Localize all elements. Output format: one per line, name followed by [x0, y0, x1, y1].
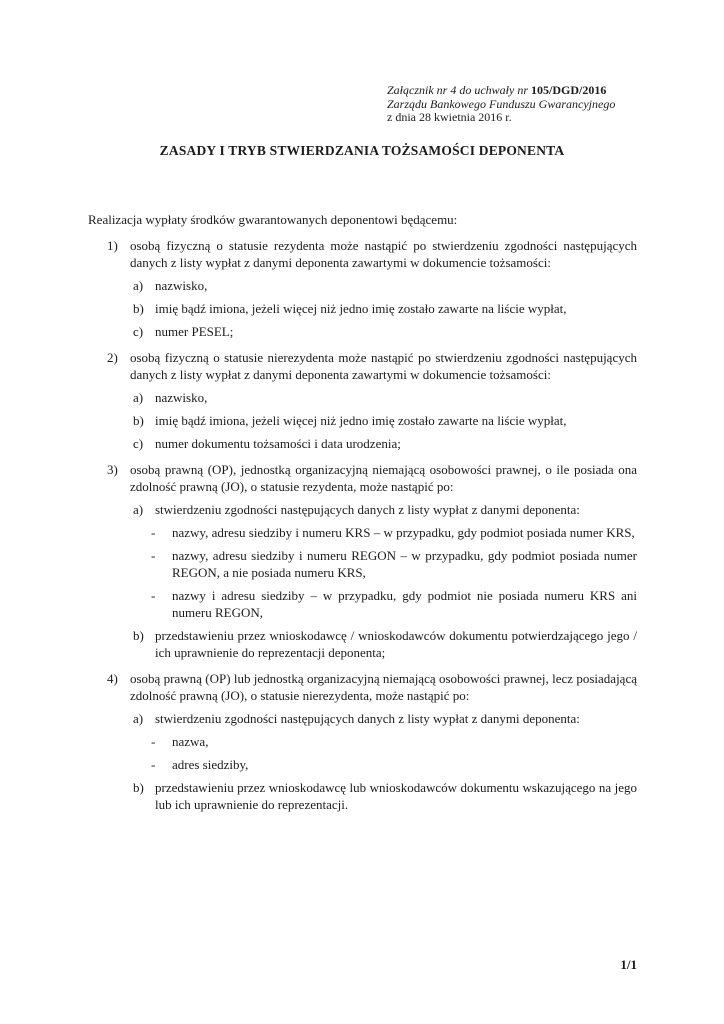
header-line-1-number: 105/DGD/2016: [528, 83, 607, 97]
list-item-3: [88, 461, 637, 495]
intro-paragraph: Realizacja wypłaty środków gwarantowanych deponentowi będącemu:: [88, 212, 458, 227]
item-marker: 3): [107, 462, 118, 477]
item-text: osobą prawną (OP) lub jednostką organizacyjną niemającą osobowości prawnej, lecz posiadającą zdolność prawną (JO), o statusie nierezydenta, może nastąpić po:: [130, 671, 637, 703]
header-line-1-title: Załącznik nr 4 do uchwały nr: [387, 83, 528, 97]
item-text: nazwisko,: [155, 390, 208, 405]
list-subitem-2c: [88, 435, 637, 452]
dash-item-3a-3: [88, 587, 637, 621]
item-marker: c): [133, 324, 144, 339]
item-text: numer PESEL;: [155, 324, 234, 339]
header-line-1: [387, 84, 615, 98]
item-marker: 1): [107, 238, 118, 253]
dash-item-3a-1: [88, 524, 637, 541]
item-text: nazwy, adresu siedziby i numeru REGON – w przypadku, gdy podmiot posiada numer REGON, a nie posiada numeru KRS,: [172, 548, 637, 580]
dash-marker: -: [151, 548, 156, 563]
item-text: numer dokumentu tożsamości i data urodzenia;: [155, 436, 401, 451]
item-text: osobą prawną (OP), jednostką organizacyjną niemającą osobowości prawnej, o ile posiada ona zdolność prawną (JO), o statusie rezydenta, może nastąpić po:: [130, 462, 637, 494]
list-subitem-4b: [88, 779, 637, 813]
list-subitem-1a: [88, 277, 637, 294]
item-text: imię bądź imiona, jeżeli więcej niż jedno imię zostało zawarte na liście wypłat,: [155, 413, 567, 428]
list-subitem-1b: [88, 300, 637, 317]
list-item-2: [88, 349, 637, 383]
item-text: nazwy i adresu siedziby – w przypadku, gdy podmiot nie posiada numeru KRS ani numeru REGON,: [172, 588, 637, 620]
list-subitem-1c: [88, 323, 637, 340]
document-title: ZASADY I TRYB STWIERDZANIA TOŻSAMOŚCI DEPONENTA: [159, 143, 565, 158]
list-subitem-4a: [88, 710, 637, 727]
item-marker: b): [133, 628, 144, 643]
dash-marker: -: [151, 757, 156, 772]
header-line-3: z dnia 28 kwietnia 2016 r.: [387, 110, 512, 124]
item-text: przedstawieniu przez wnioskodawcę / wnioskodawców dokumentu potwierdzającego jego / ich uprawnienie do reprezentacji deponenta;: [155, 628, 637, 660]
item-marker: b): [133, 780, 144, 795]
item-text: stwierdzeniu zgodności następujących danych z listy wypłat z danymi deponenta:: [155, 502, 580, 517]
dash-marker: -: [151, 588, 156, 603]
list-item-4: [88, 670, 637, 704]
dash-item-4a-2: [88, 756, 637, 773]
document-body: [88, 211, 637, 813]
attachment-header: [387, 84, 615, 125]
item-text: nazwa,: [172, 734, 209, 749]
dash-item-4a-1: [88, 733, 637, 750]
item-text: nazwisko,: [155, 278, 208, 293]
item-marker: 2): [107, 350, 118, 365]
dash-marker: -: [151, 525, 156, 540]
item-marker: a): [133, 390, 144, 405]
item-marker: b): [133, 413, 144, 428]
dash-marker: -: [151, 734, 156, 749]
list-subitem-3b: [88, 627, 637, 661]
item-text: przedstawieniu przez wnioskodawcę lub wnioskodawców dokumentu wskazującego na jego lub ich uprawnienie do reprezentacji.: [155, 780, 637, 812]
list-subitem-3a: [88, 501, 637, 518]
item-marker: 4): [107, 671, 118, 686]
item-text: osobą fizyczną o statusie nierezydenta może nastąpić po stwierdzeniu zgodności następujących danych z listy wypłat z danymi deponenta zawartymi w dokumencie tożsamości:: [130, 350, 637, 382]
item-text: adres siedziby,: [172, 757, 249, 772]
item-marker: a): [133, 278, 144, 293]
item-marker: a): [133, 711, 144, 726]
item-marker: a): [133, 502, 144, 517]
item-marker: c): [133, 436, 144, 451]
item-text: stwierdzeniu zgodności następujących danych z listy wypłat z danymi deponenta:: [155, 711, 580, 726]
item-marker: b): [133, 301, 144, 316]
page-number: 1/1: [620, 957, 637, 972]
item-text: imię bądź imiona, jeżeli więcej niż jedno imię zostało zawarte na liście wypłat,: [155, 301, 567, 316]
dash-item-3a-2: [88, 547, 637, 581]
item-text: osobą fizyczną o statusie rezydenta może nastąpić po stwierdzeniu zgodności następujących danych z listy wypłat z danymi deponenta zawartymi w dokumencie tożsamości:: [130, 238, 637, 270]
list-subitem-2a: [88, 389, 637, 406]
list-subitem-2b: [88, 412, 637, 429]
header-line-2: Zarządu Bankowego Funduszu Gwarancyjnego: [387, 96, 616, 111]
list-item-1: [88, 237, 637, 271]
item-text: nazwy, adresu siedziby i numeru KRS – w przypadku, gdy podmiot posiada numer KRS,: [172, 525, 635, 540]
